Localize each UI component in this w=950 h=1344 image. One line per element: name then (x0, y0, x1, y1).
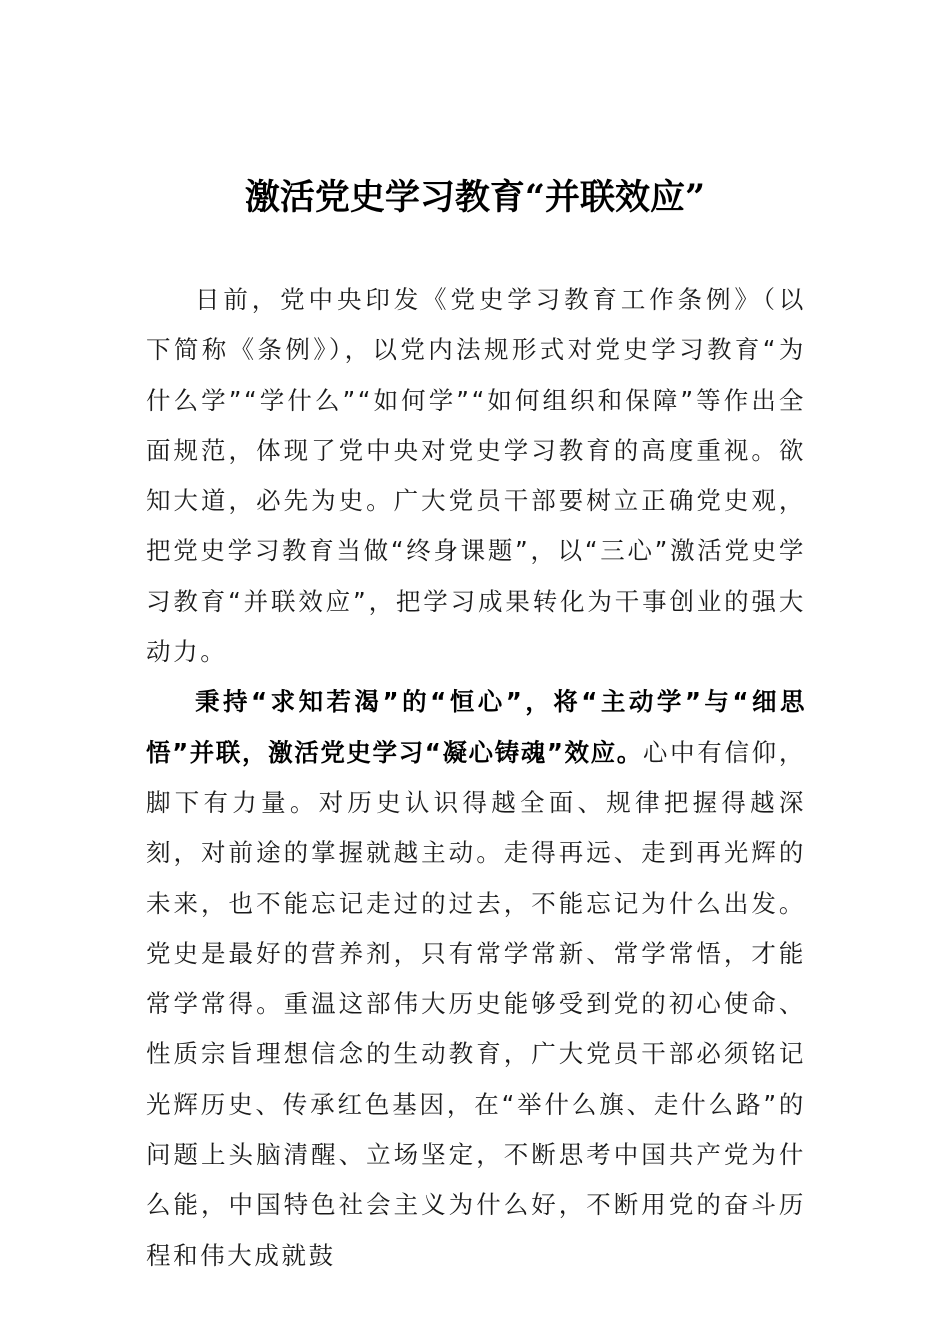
paragraph-text: 日前，党中央印发《党史学习教育工作条例》（以下简称《条例》），以党内法规形式对党史学习教育“为什么学”“学什么”“如何学”“如何组织和保障”等作出全面规范，体现了党中央对党史学习教育的高度重视。欲知大道，必先为史。广大党员干部要树立正确党史观，把党史学习教育当做“终身课题”，以“三心”激活党史学习教育“并联效应”，把学习成果转化为干事创业的强大动力。 (146, 285, 806, 667)
paragraph-intro (146, 275, 806, 677)
paragraph-lead-heading: 秉持“求知若渴”的“恒心”，将“主动学”与“细思悟”并联，激活党史学习“凝心铸魂”效应。 (146, 687, 806, 767)
document-body (146, 275, 806, 1281)
document-title: 激活党史学习教育“并联效应” (244, 177, 706, 218)
paragraph-section-1 (146, 677, 806, 1281)
paragraph-text: 心中有信仰，脚下有力量。对历史认识得越全面、规律把握得越深刻，对前途的掌握就越主动。走得再远、走到再光辉的未来，也不能忘记走过的过去，不能忘记为什么出发。党史是最好的营养剂，只有常学常新、常学常悟，才能常学常得。重温这部伟大历史能够受到党的初心使命、性质宗旨理想信念的生动教育，广大党员干部必须铭记光辉历史、传承红色基因，在“举什么旗、走什么路”的问题上头脑清醒、立场坚定，不断思考中国共产党为什么能，中国特色社会主义为什么好，不断用党的奋斗历程和伟大成就鼓 (146, 737, 806, 1270)
